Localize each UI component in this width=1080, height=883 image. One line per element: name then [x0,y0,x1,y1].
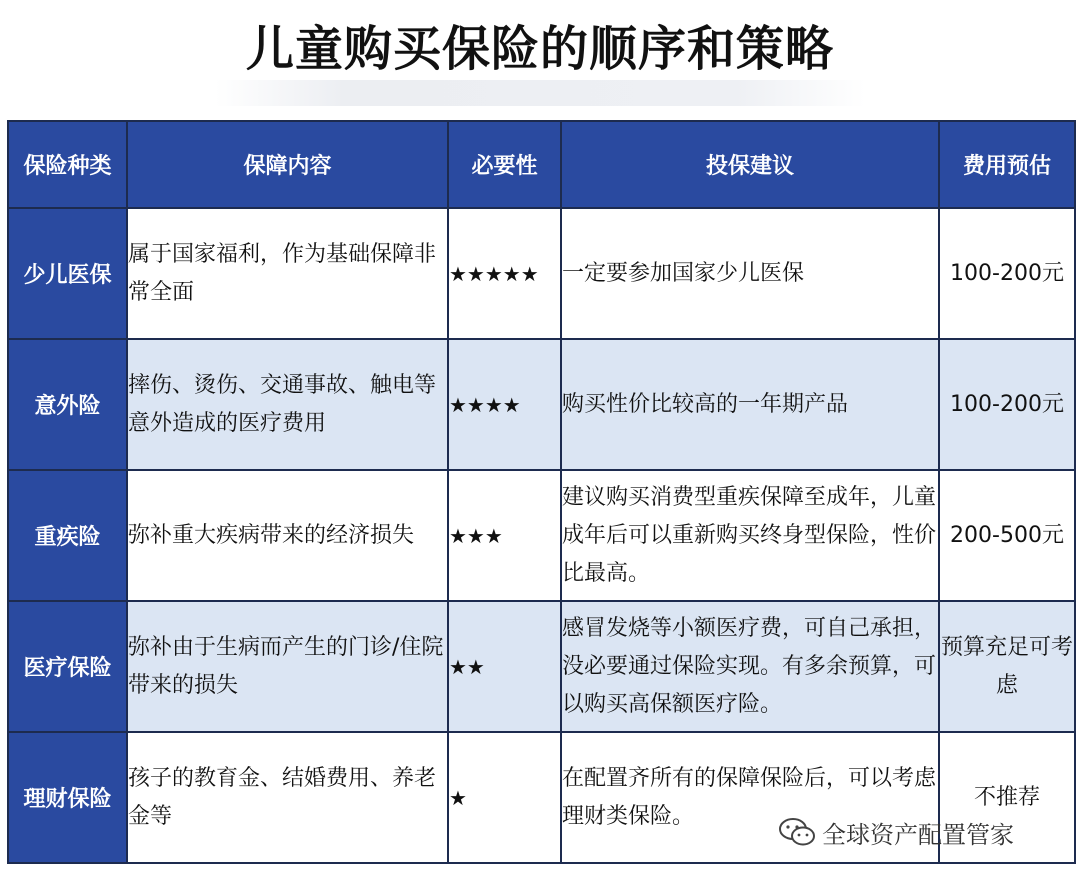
table-header-row [8,121,1075,208]
page-title: 儿童购买保险的顺序和策略 [245,21,834,77]
row-necessity-stars: ★★ [448,601,561,732]
row-cost: 100-200元 [939,339,1075,470]
header-coverage: 保障内容 [127,121,448,208]
watermark [778,812,1014,852]
subtitle-bar [215,80,865,106]
table-row [8,601,1075,732]
row-advice: 感冒发烧等小额医疗费，可自己承担，没必要通过保险实现。有多余预算，可以购买高保额医疗险。 [561,601,939,732]
row-necessity-stars: ★★★ [448,470,561,601]
header-cost: 费用预估 [939,121,1075,208]
row-coverage: 弥补重大疾病带来的经济损失 [127,470,448,601]
row-coverage: 孩子的教育金、结婚费用、养老金等 [127,732,448,863]
row-necessity-stars: ★★★★★ [448,208,561,339]
header-advice: 投保建议 [561,121,939,208]
row-coverage: 弥补由于生病而产生的门诊/住院带来的损失 [127,601,448,732]
watermark-text: 全球资产配置管家 [822,820,1014,849]
header-type: 保险种类 [8,121,127,208]
header-necessity: 必要性 [448,121,561,208]
row-cost: 不推荐 [939,732,1075,863]
row-cost: 预算充足可考虑 [939,601,1075,732]
row-type: 医疗保险 [8,601,127,732]
row-advice: 在配置齐所有的保障保险后，可以考虑理财类保险。 [561,732,939,863]
row-type: 意外险 [8,339,127,470]
row-coverage: 属于国家福利，作为基础保障非常全面 [127,208,448,339]
row-cost: 100-200元 [939,208,1075,339]
wechat-icon [778,817,816,847]
row-advice: 建议购买消费型重疾保障至成年，儿童成年后可以重新购买终身型保险，性价比最高。 [561,470,939,601]
row-advice: 购买性价比较高的一年期产品 [561,339,939,470]
insurance-table [7,120,1076,864]
row-cost: 200-500元 [939,470,1075,601]
row-necessity-stars: ★★★★ [448,339,561,470]
row-type: 重疾险 [8,470,127,601]
table-row [8,470,1075,601]
table-row [8,208,1075,339]
row-necessity-stars: ★ [448,732,561,863]
row-type: 少儿医保 [8,208,127,339]
table-row [8,339,1075,470]
row-type: 理财保险 [8,732,127,863]
row-advice: 一定要参加国家少儿医保 [561,208,939,339]
row-coverage: 摔伤、烫伤、交通事故、触电等意外造成的医疗费用 [127,339,448,470]
